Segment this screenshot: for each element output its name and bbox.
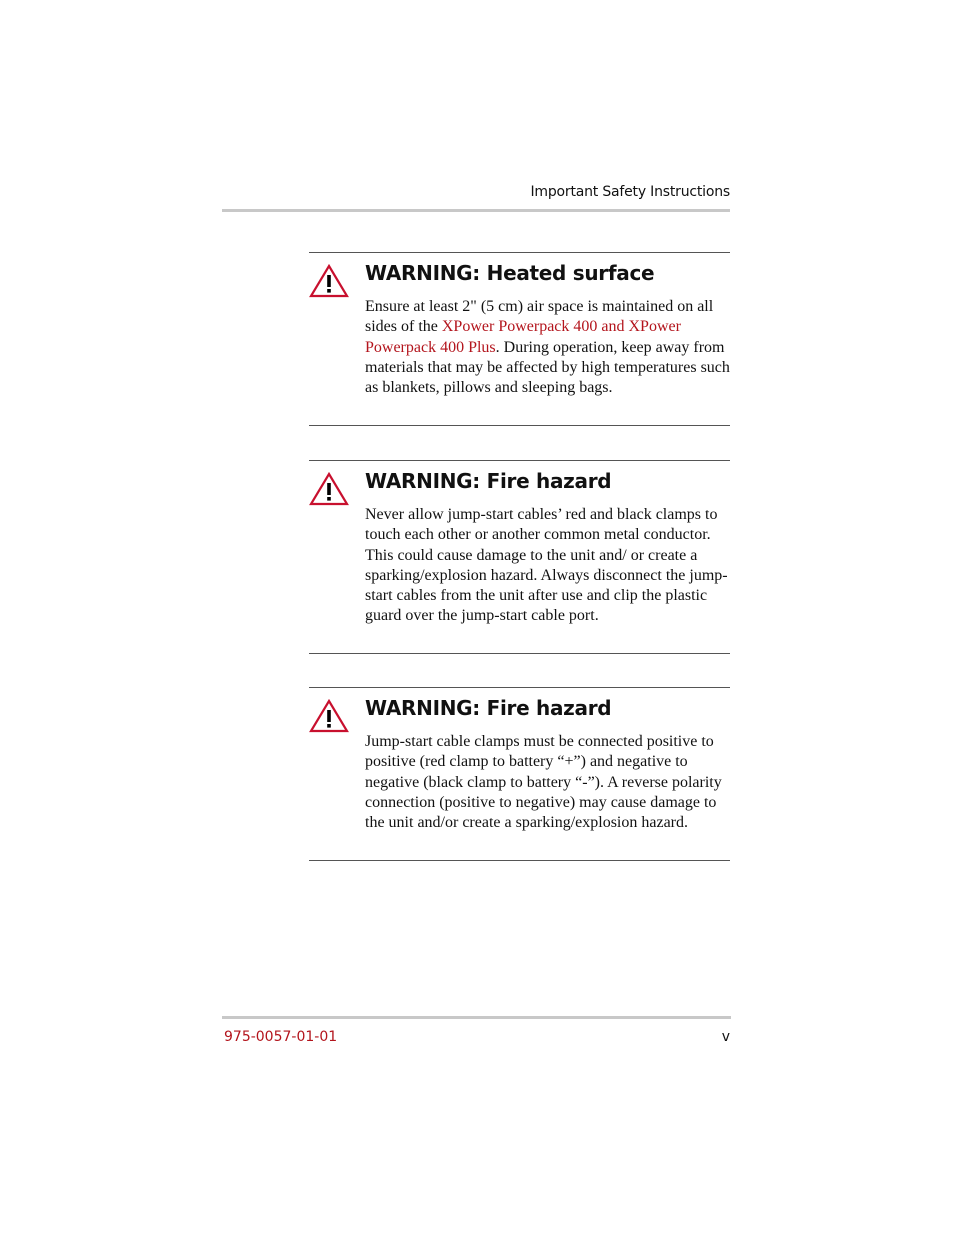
- running-header: Important Safety Instructions: [530, 184, 730, 200]
- footer-rule: [222, 1016, 731, 1019]
- warning-triangle-icon: [309, 264, 349, 298]
- page-number: v: [721, 1029, 730, 1045]
- document-number: 975-0057-01-01: [224, 1029, 338, 1045]
- header-rule: [222, 209, 730, 212]
- warning-text: Ensure at least 2" (5 cm) air space is maintained on all sides of the XPower Powerpack 400 and XPower Powerpack 400 Plus. During operation, keep away from materials that may be affected by high temperatures such as blankets, pillows and sleeping bags.: [365, 298, 730, 397]
- warning-triangle-icon: [309, 699, 349, 733]
- warning-triangle-icon: [309, 472, 349, 506]
- warning-text: Never allow jump-start cables’ red and black clamps to touch each other or another common metal conductor. This could cause damage to the unit and/ or create a sparking/explosion hazard. Always disconnect the jump-start cables from the unit after use and clip the plastic guard over the jump-start cable port.: [365, 506, 728, 625]
- product-name-link[interactable]: XPower Powerpack 400 and XPower Powerpack 400 Plus: [365, 318, 681, 356]
- warning-title: WARNING: Heated surface: [365, 261, 655, 285]
- warning-title: WARNING: Fire hazard: [365, 696, 612, 720]
- warning-fire-hazard-polarity: [309, 687, 730, 861]
- warning-heated-surface: [309, 252, 730, 426]
- warning-title: WARNING: Fire hazard: [365, 469, 612, 493]
- warning-fire-hazard-clamps: [309, 460, 730, 654]
- warning-text: Jump-start cable clamps must be connected positive to positive (red clamp to battery “+”) and negative to negative (black clamp to battery “-”). A reverse polarity connection (positive to negative) may cause damage to the unit and/or create a sparking/explosion hazard.: [365, 733, 722, 832]
